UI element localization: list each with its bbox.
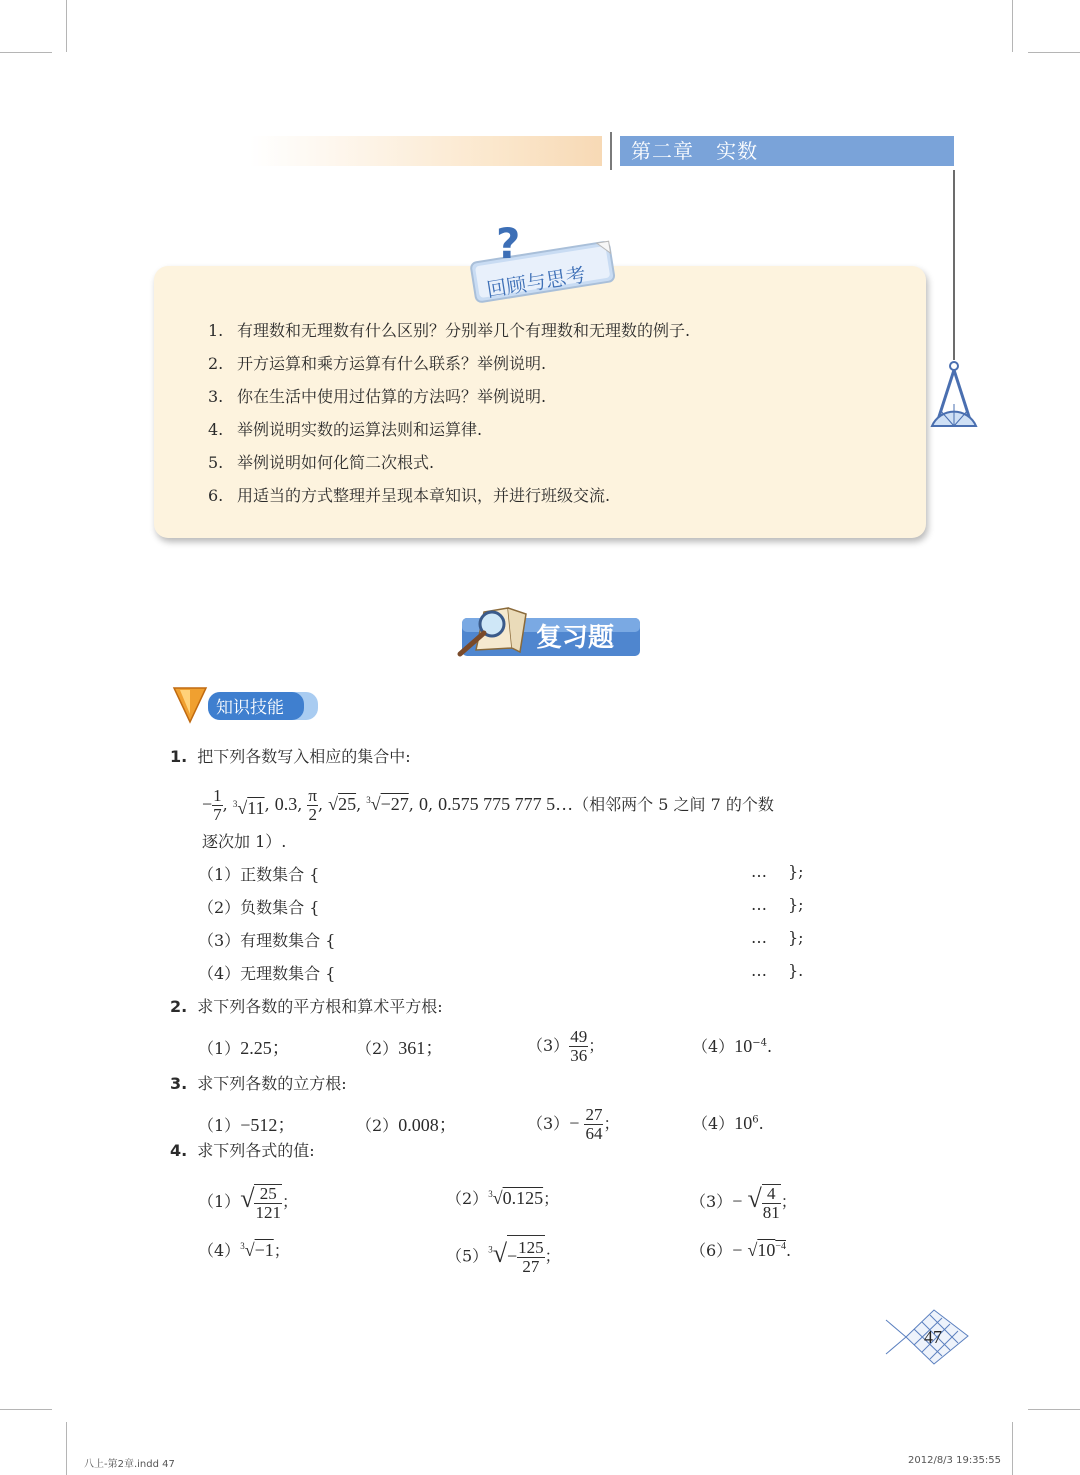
review-list — [208, 318, 690, 516]
page-number-badge — [884, 1306, 970, 1368]
chapter-title: 实数 — [716, 139, 759, 163]
footer-timestamp: 2012/8/3 19:35:55 — [908, 1455, 1002, 1466]
review-heading-tag — [462, 218, 622, 304]
list-item: 2. 开方运算和乘方运算有什么联系？举例说明. — [208, 354, 547, 373]
q1-set-3: （3）有理数集合 { … }; — [198, 928, 804, 950]
q1-set-4: （4）无理数集合 { … }. — [198, 961, 804, 983]
list-item: 1. 有理数和无理数有什么区别？分别举几个有理数和无理数的例子. — [208, 321, 691, 340]
section-tag — [172, 684, 322, 726]
chapter-header — [620, 136, 954, 166]
q1-set-2: （2）负数集合 { … }; — [198, 895, 804, 917]
q4-part-2: $(2)^3√0.125$； — [446, 1188, 560, 1208]
section-heading: 知识技能 — [216, 698, 284, 718]
question-1: 1. 把下列各数写入相应的集合中: — [170, 747, 411, 766]
q3-part-2: （2）0.008； — [356, 1115, 457, 1135]
q4-part-5: $(5)^3√-$ $\frac{125}{27}$ ； — [446, 1226, 561, 1272]
crop-mark — [0, 1409, 52, 1410]
cube-root: $^3$√11 — [232, 797, 265, 818]
q4-part-1: （1）√ $\frac{25}{121}$ ； — [198, 1183, 298, 1222]
q4-part-3: （3）− √ $\frac{4}{81}$ ； — [690, 1183, 797, 1222]
q2-part-3: （3） $\frac{49}{36}$ ； — [527, 1027, 605, 1065]
crop-mark — [0, 52, 52, 53]
question-4: 4. 求下列各式的值: — [170, 1141, 315, 1160]
q1-numbers: − $\frac{1}{7}$ , $^3$√11, 0.3, $\frac{\pi}{2}$ , √25, $^3$√−27, 0, 0.575 775 777 5…（相邻两个 5 之间 7 的个数 — [202, 780, 774, 820]
crop-mark — [1028, 1409, 1080, 1410]
q3-part-3: （3）− $\frac{27}{64}$ ； — [527, 1105, 620, 1143]
q1-note: 逐次加 1）. — [202, 832, 287, 851]
q2-part-1: （1）2.25； — [198, 1038, 290, 1058]
q3-part-1: （1）−512； — [198, 1115, 296, 1135]
q4-part-6: $(6)- √10^{-4}$. — [690, 1240, 792, 1260]
list-item: 6. 用适当的方式整理并呈现本章知识，并进行班级交流. — [208, 486, 611, 505]
exercise-banner — [454, 600, 644, 662]
question-2: 2. 求下列各数的平方根和算术平方根: — [170, 997, 443, 1016]
q3-part-4: $(4)10^6$. — [692, 1113, 764, 1133]
chapter-number: 第二章 — [631, 139, 694, 163]
q4-part-4: $(4)^3√-1$； — [198, 1240, 290, 1260]
page-number: 47 — [924, 1327, 942, 1347]
q1-set-1: （1）正数集合 { … }; — [198, 862, 804, 884]
compass-icon — [926, 360, 982, 434]
review-heading: 回顾与思考 — [484, 262, 588, 302]
question-3: 3. 求下列各数的立方根: — [170, 1074, 347, 1093]
side-rule — [953, 170, 955, 360]
question-mark-icon: ? — [496, 219, 521, 268]
q2-part-4: $(4)10^{-4}$. — [692, 1036, 773, 1056]
crop-mark — [66, 1422, 67, 1475]
header-divider — [610, 132, 612, 170]
q2-part-2: （2）361； — [356, 1038, 444, 1058]
header-gradient-band — [250, 136, 602, 166]
footer-file: 八上-第2章.indd 47 — [84, 1459, 175, 1470]
exercise-heading: 复习题 — [536, 623, 615, 653]
list-item: 4. 举例说明实数的运算法则和运算律. — [208, 420, 483, 439]
crop-mark — [1012, 0, 1013, 52]
list-item: 3. 你在生活中使用过估算的方法吗？举例说明. — [208, 387, 547, 406]
list-item: 5. 举例说明如何化简二次根式. — [208, 453, 435, 472]
crop-mark — [1012, 1422, 1013, 1475]
crop-mark — [1028, 52, 1080, 53]
crop-mark — [66, 0, 67, 52]
